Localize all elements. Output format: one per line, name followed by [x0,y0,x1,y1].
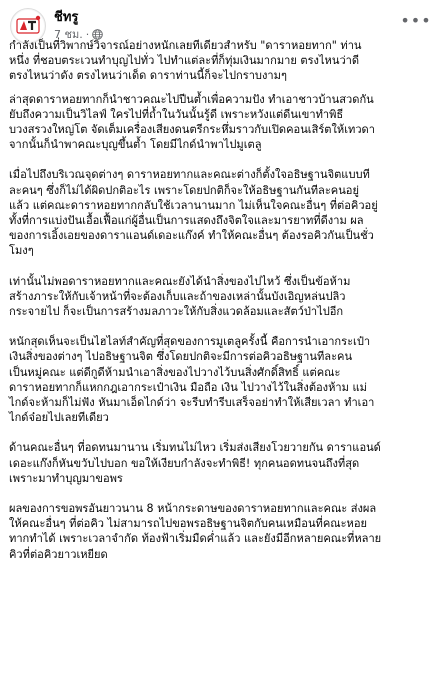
post-paragraph: เมื่อไปถึงบริเวณจุดต่างๆ ดาราหอยทากและคณะต่างก็ตั้งใจอธิษฐานจิตแบบที ละคนๆ ซึ่งก็ไม่ได้ผิดปกติอะไร เพราะโดยปกติก็จะให้อธิษฐานกันทีละคนอยู่ แล้ว แต่คณะดาราหอยทากกลับใช้เวลานานมาก ไม่เห็นใจคณะอื่นๆ ที่ต่อคิวอยู่ ทั้งที่การแบ่งปันเอื้อเฟื้อแก่ผู้อื่นเป็นการแสดงถึงจิตใจและมารยาทที่ดีงาม ผล ของการเอิ้งเอยของดาราแอนด์เดอะแก๊งค์ ทำให้คณะอื่นๆ ต้องรอคิวกันเป็นชั่ว โมงๆ [9,168,378,258]
more-horizontal-icon[interactable]: ••• [400,10,432,30]
post-time[interactable]: 7 ชม. [54,28,83,41]
post-body [0,38,439,562]
separator-dot: · [85,28,90,41]
page-name[interactable]: ชีทรู [54,10,79,25]
post-paragraph: เท่านั้นไม่พอดาราหอยทากและคณะยังได้นำสิ่งของไปไหว้ ซึ่งเป็นข้อห้าม สร้างภาระให้กับเจ้าหน้าที่จะต้องเก็บและถ้าของเหล่านั้นบังเอิญหล่นปลิว กระจายไป ก็จะเป็นการสร้างมลภาวะให้กับสิ่งแวดล้อมและสัตว์ป่าไปอีก [9,274,351,319]
post-meta [54,8,403,42]
post-paragraph: ด้านคณะอื่นๆ ที่อดทนมานาน เริ่มทนไม่ไหว เริ่มส่งเสียงโวยวายกัน ดาราแอนด์ เดอะแก๊งก็หันขวับไปบอก ขอให้เงียบกำลังจะทำพิธี! ทุกคนอดทนจนถึงที่สุด เพราะมาทำบุญมาขอพร [9,441,381,485]
post-paragraph: ผลของการขอพรอันยาวนาน 8 หน้ากระดาษของดาราหอยทากและคณะ ส่งผล ให้คณะอื่นๆ ที่ต่อคิว ไม่สามารถไปขอพรอธิษฐานจิตกับคนเหมือนที่คณะหอย ทากทำได้ เพราะเวลาจำกัด ท้องฟ้าเริ่มมืดค่ำแล้ว และยังมีอีกหลายคณะที่หลาย คิวที่ต่อคิวยาวเหยียด [9,502,382,561]
post-paragraph: หนักสุดเห็นจะเป็นไฮไลท์สำคัญที่สุดของการมูเตลูครั้งนี้ คือการนำเอากระเป๋า เงินสิ่งของต่างๆ ไปอธิษฐานจิต ซึ่งโดยปกติจะมีการต่อคิวอธิษฐานทีละคน เป็นหมู่คณะ แต่ดีกูดีห้ามนำเอาสิ่งของไปวางไว้บนสิ่งศักดิ์สิทธิ์ แต่คณะ ดาราหอยทากก็แหกกฎเอากระเป๋าเงิน มือถือ เงิน ไปวางไว้ในสิ่งต้องห้าม แม่ ไกด์จะห้ามก็ไม่ฟัง หันมาเอ็ดไกด์ว่า จะรีบทำรีบเสร็จอย่าทำให้เสียเวลา ทำเอา ไกด์จ๋อยไปเลยทีเดียว [9,335,375,425]
post-paragraph: ล่าสุดดาราหอยทากก็นำชาวคณะไปปีนต้ำเพื่อความปัง ทำเอาชาวบ้านสวดกัน ยับถึงความเป็นวิไลฟ์ ใครไปที่ถ้ำในวันนั้นรู้ดี เพราะหวังแต่ดีนเขาทำพิธี บวงสรวงใหญ่โต จัดเต็มเครื่องเสียงดนตรีกระหึ่มราวกับเปิดคอนเสิร์ตให้เทวดา จากนั้นก็นำพาคณะบุญขึ้นต้ำ โดยมีไกด์นำพาไปมูเตลู [9,92,375,152]
post-paragraph: กำลังเป็นที่วิพากษ์วิจารณ์อย่างหนักเลยทีเดียวสำหรับ "ดาราหอยทาก" ท่าน หนึ่ง ที่ชอบตระเวนทำบุญไปทั่ว ไปทำแต่ละที่ก็ทุ่มเงินมากมาย ตรงไหนว่าดี ตรงไหนว่าดัง ตรงไหนว่าเด็ด ดาราท่านนี้ก็จะไปกราบงามๆ [9,39,362,83]
